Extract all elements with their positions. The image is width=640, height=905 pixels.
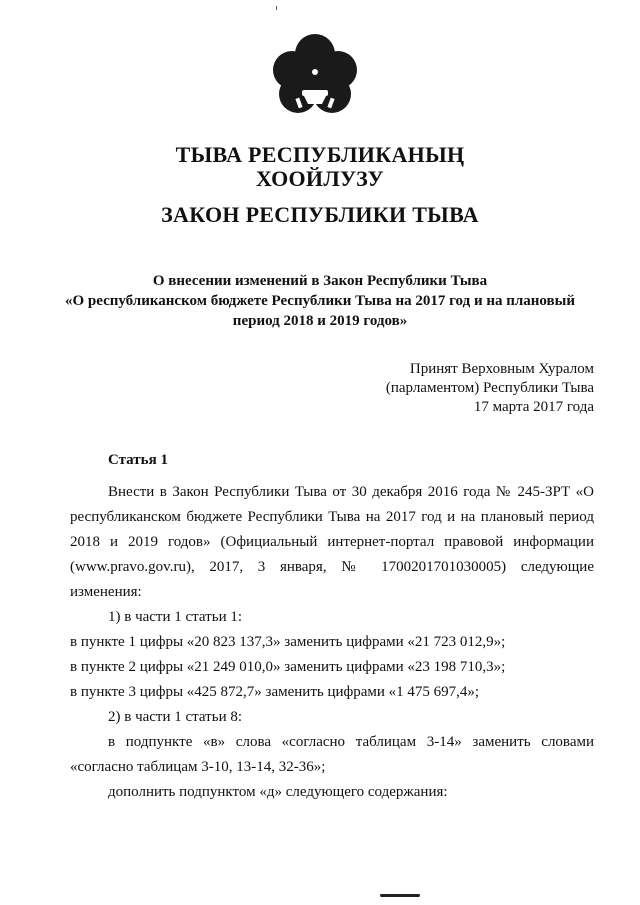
amendment-item: 2) в части 1 статьи 8: (108, 709, 243, 725)
adoption-line: Принят Верховным Хуралом (409, 361, 594, 377)
amendment-subitem: в пункте 3 цифры «425 872,7» заменить цифрами «1 475 697,4»; (70, 684, 480, 700)
header-line-law-tuvan: ХООЙЛУЗУ (256, 166, 384, 191)
body-line: 2018 и 2019 годов» (Официальный интернет-портал правовой информации (70, 534, 594, 550)
law-title-line: период 2018 и 2019 годов» (232, 313, 408, 329)
amendment-subitem: в пункте 1 цифры «20 823 137,3» заменить цифрами «21 723 012,9»; (70, 634, 506, 650)
adoption-note (294, 360, 594, 417)
header-line-tuvan-republic: ТЫВА РЕСПУБЛИКАНЫҢ (175, 142, 465, 167)
amendment-subitem: в подпункте «в» слова «согласно таблицам 3-14» заменить словами (108, 734, 594, 750)
body-line: республиканском бюджете Республики Тыва на 2017 год и на плановый период (70, 509, 594, 525)
law-title-line: «О республиканском бюджете Республики Тыва на 2017 год и на плановый (64, 293, 576, 309)
amendment-subitem: «согласно таблицам 3-10, 13-14, 32-36»; (70, 759, 326, 775)
adoption-date: 17 марта 2017 года (473, 399, 594, 415)
article-heading: Статья 1 (108, 452, 168, 468)
adoption-line: (парламентом) Республики Тыва (385, 380, 594, 396)
header-line-law-russian: ЗАКОН РЕСПУБЛИКИ ТЫВА (161, 202, 479, 227)
body-line: (www.pravo.gov.ru), 2017, 3 января, № 1700201701030005) следующие (70, 559, 594, 575)
body-line: Внести в Закон Республики Тыва от 30 декабря 2016 года № 245-ЗРТ «О (108, 484, 594, 500)
law-title (60, 271, 580, 331)
scan-mark (380, 894, 420, 897)
scan-mark (276, 6, 277, 10)
coat-of-arms-emblem (268, 32, 362, 122)
amendment-subitem: дополнить подпунктом «д» следующего содержания: (108, 784, 448, 800)
body-line: изменения: (70, 584, 142, 600)
amendment-item: 1) в части 1 статьи 1: (108, 609, 243, 625)
article-body (70, 480, 594, 805)
law-title-line: О внесении изменений в Закон Республики Тыва (152, 273, 488, 289)
amendment-subitem: в пункте 2 цифры «21 249 010,0» заменить цифрами «23 198 710,3»; (70, 659, 506, 675)
